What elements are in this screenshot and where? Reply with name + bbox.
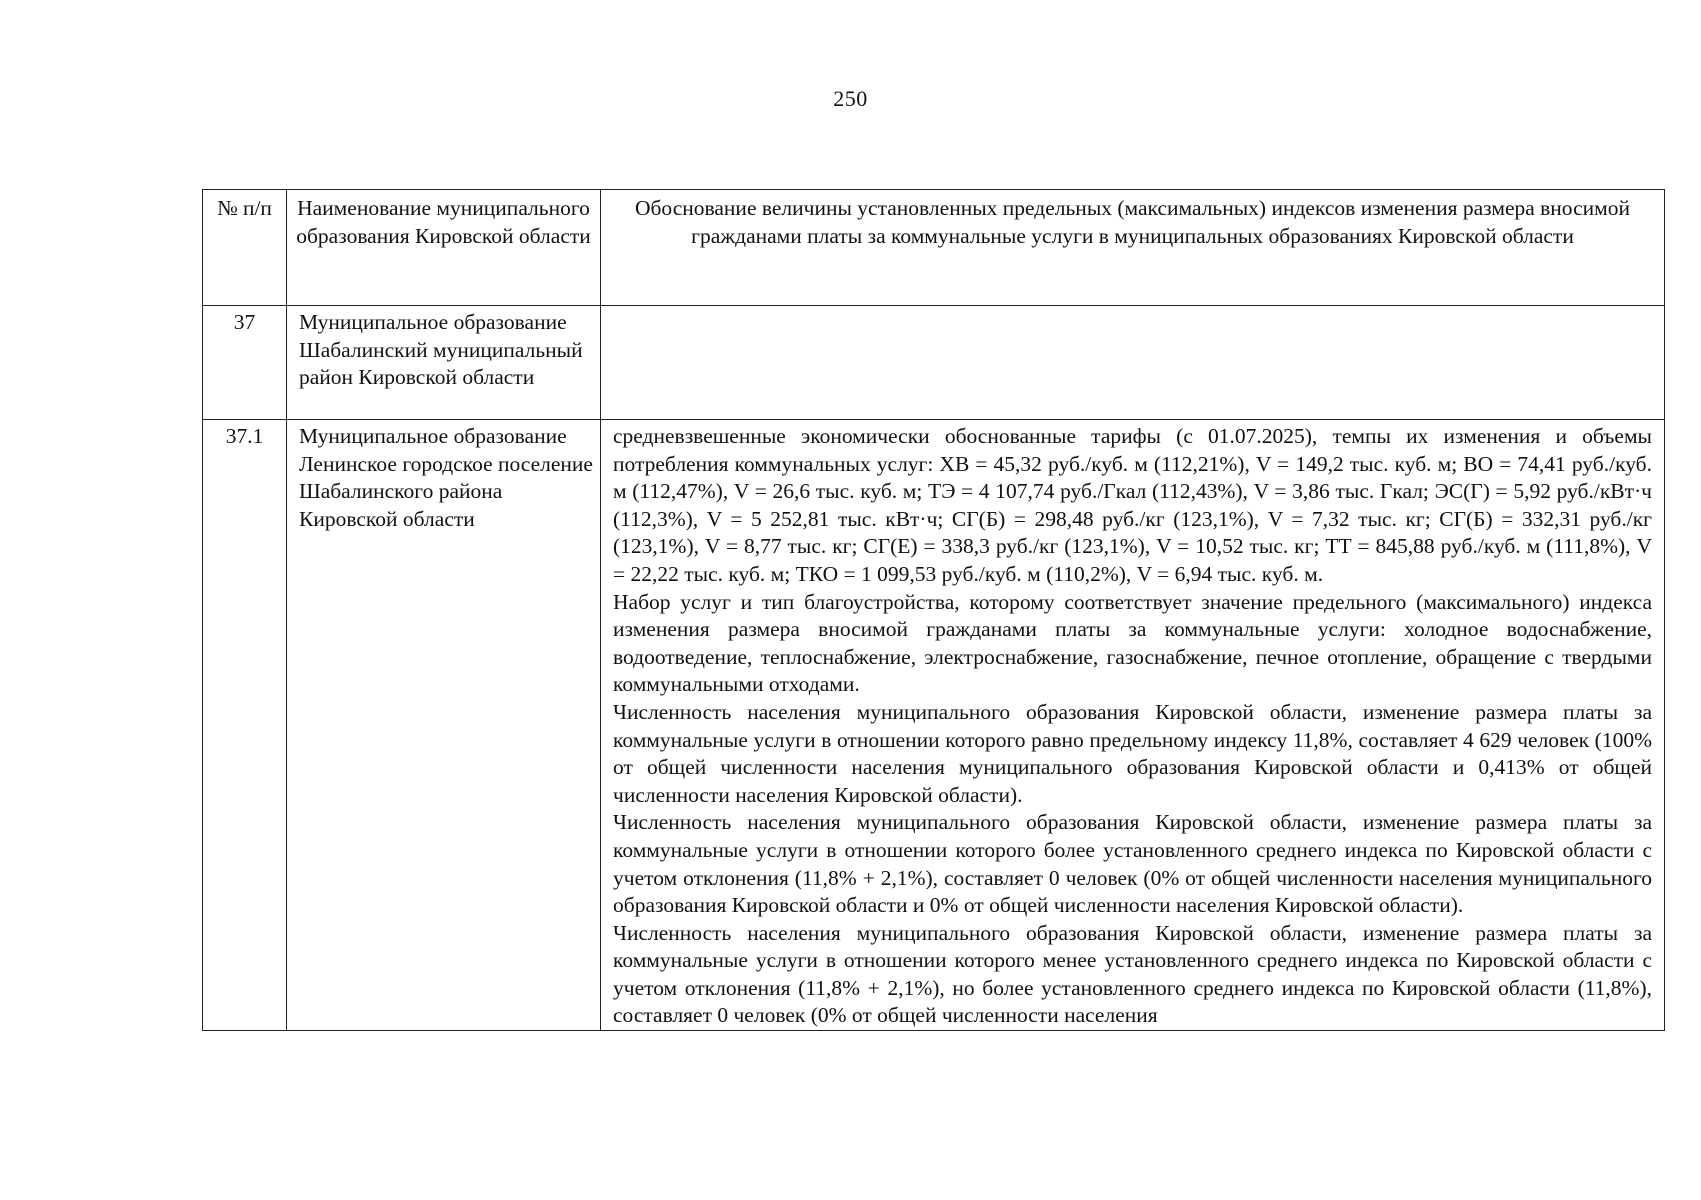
row-municipality-name: Муниципальное образование Шабалинский муниципальный район Кировской области xyxy=(287,306,601,420)
header-municipality-name: Наименование муниципального образования Кировской области xyxy=(287,190,601,306)
row-basis xyxy=(601,306,1665,420)
row-basis xyxy=(601,420,1665,1031)
row-number: 37 xyxy=(203,306,287,420)
table-header-row xyxy=(203,190,1665,306)
header-number: № п/п xyxy=(203,190,287,306)
basis-population-above-paragraph: Численность населения муниципального образования Кировской области, изменение размера платы за коммунальные услуги в отношении которого более установленного среднего индекса по Кировской области с учетом отклонения (11,8% + 2,1%), составляет 0 человек (0% от общей численности населения муниципального образования Кировской области и 0% от общей численности населения Кировской области). xyxy=(613,810,1652,918)
header-basis: Обоснование величины установленных предельных (максимальных) индексов изменения размера вносимой гражданами платы за коммунальные услуги в муниципальных образованиях Кировской области xyxy=(601,190,1665,306)
table-row xyxy=(203,420,1665,1031)
basis-population-between-paragraph: Численность населения муниципального образования Кировской области, изменение размера платы за коммунальные услуги в отношении которого менее установленного среднего индекса по Кировской области с учетом отклонения (11,8% + 2,1%), но более установленного среднего индекса по Кировской области (11,8%), составляет 0 человек (0% от общей численности населения xyxy=(613,920,1652,1028)
table-row xyxy=(203,306,1665,420)
basis-services-paragraph: Набор услуг и тип благоустройства, которому соответствует значение предельного (максимального) индекса изменения размера вносимой гражданами платы за коммунальные услуги: холодное водоснабжение, водоотведение, теплоснабжение, электроснабжение, газоснабжение, печное отопление, обращение с твердыми коммунальными отходами. xyxy=(613,589,1652,697)
row-number: 37.1 xyxy=(203,420,287,1031)
basis-tariffs-paragraph: средневзвешенные экономически обоснованные тарифы (с 01.07.2025), темпы их изменения и объемы потребления коммунальных услуг: ХВ = 45,32 руб./куб. м (112,21%), V = 149,2 тыс. куб. м; ВО = 74,41 руб./куб. м (112,47%), V = 26,6 тыс. куб. м; ТЭ = 4 107,74 руб./Гкал (112,43%), V = 3,86 тыс. Гкал; ЭС(Г) = 5,92 руб./кВт·ч (112,3%), V = 5 252,81 тыс. кВт·ч; СГ(Б) = 298,48 руб./кг (123,1%), V = 7,32 тыс. кг; СГ(Б) = 332,31 руб./кг (123,1%), V = 8,77 тыс. кг; СГ(Е) = 338,3 руб./кг (123,1%), V = 10,52 тыс. кг; ТТ = 845,88 руб./куб. м (111,8%), V = 22,22 тыс. куб. м; ТКО = 1 099,53 руб./куб. м (110,2%), V = 6,94 тыс. куб. м. xyxy=(613,424,1652,586)
row-municipality-name: Муниципальное образование Ленинское городское поселение Шабалинского района Кировской области xyxy=(287,420,601,1031)
indices-table xyxy=(202,189,1665,1031)
basis-population-equal-paragraph: Численность населения муниципального образования Кировской области, изменение размера платы за коммунальные услуги в отношении которого равно предельному индексу 11,8%, составляет 4 629 человек (100% от общей численности населения муниципального образования Кировской области и 0,413% от общей численности населения Кировской области). xyxy=(613,699,1652,807)
page-number: 250 xyxy=(833,86,868,111)
